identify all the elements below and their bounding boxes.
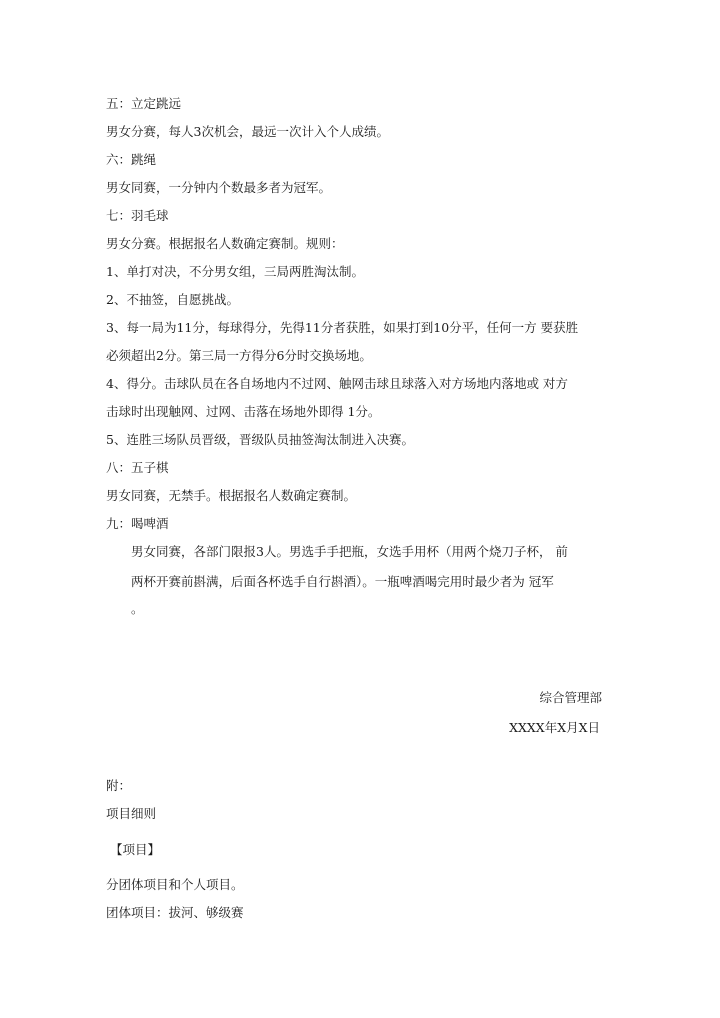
paragraph-badminton-intro: 男女分赛。根据报名人数确定赛制。规则： — [106, 236, 344, 251]
section-heading-long-jump: 五：立定跳远 — [106, 96, 182, 111]
badminton-rule-3-line-1: 3、每一局为11分，每球得分，先得11分者获胜，如果打到10分平，任何一方 要获胜 — [106, 320, 579, 335]
paragraph-beer-line-1: 男女同赛，各部门限报3人。男选手手把瓶，女选手用杯（用两个烧刀子杯， 前 — [131, 544, 568, 559]
section-heading-badminton: 七：羽毛球 — [106, 208, 169, 223]
appendix-label: 附： — [106, 778, 132, 793]
badminton-rule-4-line-1: 4、得分。击球队员在各自场地内不过网、触网击球且球落入对方场地内落地或 对方 — [106, 376, 568, 391]
paragraph-jump-rope-rule: 男女同赛，一分钟内个数最多者为冠军。 — [106, 180, 332, 195]
appendix-title: 项目细则 — [106, 806, 157, 821]
section-heading-jump-rope: 六：跳绳 — [106, 152, 157, 167]
paragraph-beer-line-3: 。 — [131, 601, 144, 616]
badminton-rule-2: 2、不抽签，自愿挑战。 — [106, 292, 239, 307]
appendix-intro: 分团体项目和个人项目。 — [106, 877, 244, 892]
paragraph-long-jump-rule: 男女分赛，每人3次机会，最远一次计入个人成绩。 — [106, 124, 389, 139]
signature-date: XXXX年X月X日 — [509, 720, 600, 735]
paragraph-beer-line-2: 两杯开赛前斟满，后面各杯选手自行斟酒）。一瓶啤酒喝完用时最少者为 冠军 — [131, 574, 554, 589]
badminton-rule-5: 5、连胜三场队员晋级，晋级队员抽签淘汰制进入决赛。 — [106, 432, 414, 447]
badminton-rule-3-line-2: 必须超出2分。第三局一方得分6分时交换场地。 — [106, 348, 372, 363]
appendix-section-heading: 【项目】 — [110, 842, 161, 857]
badminton-rule-4-line-2: 击球时出现触网、过网、击落在场地外即得 1分。 — [106, 404, 381, 419]
paragraph-gomoku-rule: 男女同赛，无禁手。根据报名人数确定赛制。 — [106, 488, 357, 503]
section-heading-gomoku: 八：五子棋 — [106, 460, 169, 475]
signature-department: 综合管理部 — [539, 690, 602, 705]
badminton-rule-1: 1、单打对决，不分男女组，三局两胜淘汰制。 — [106, 264, 364, 279]
appendix-team-events: 团体项目：拔河、够级赛 — [106, 905, 244, 920]
section-heading-beer: 九：喝啤酒 — [106, 516, 169, 531]
